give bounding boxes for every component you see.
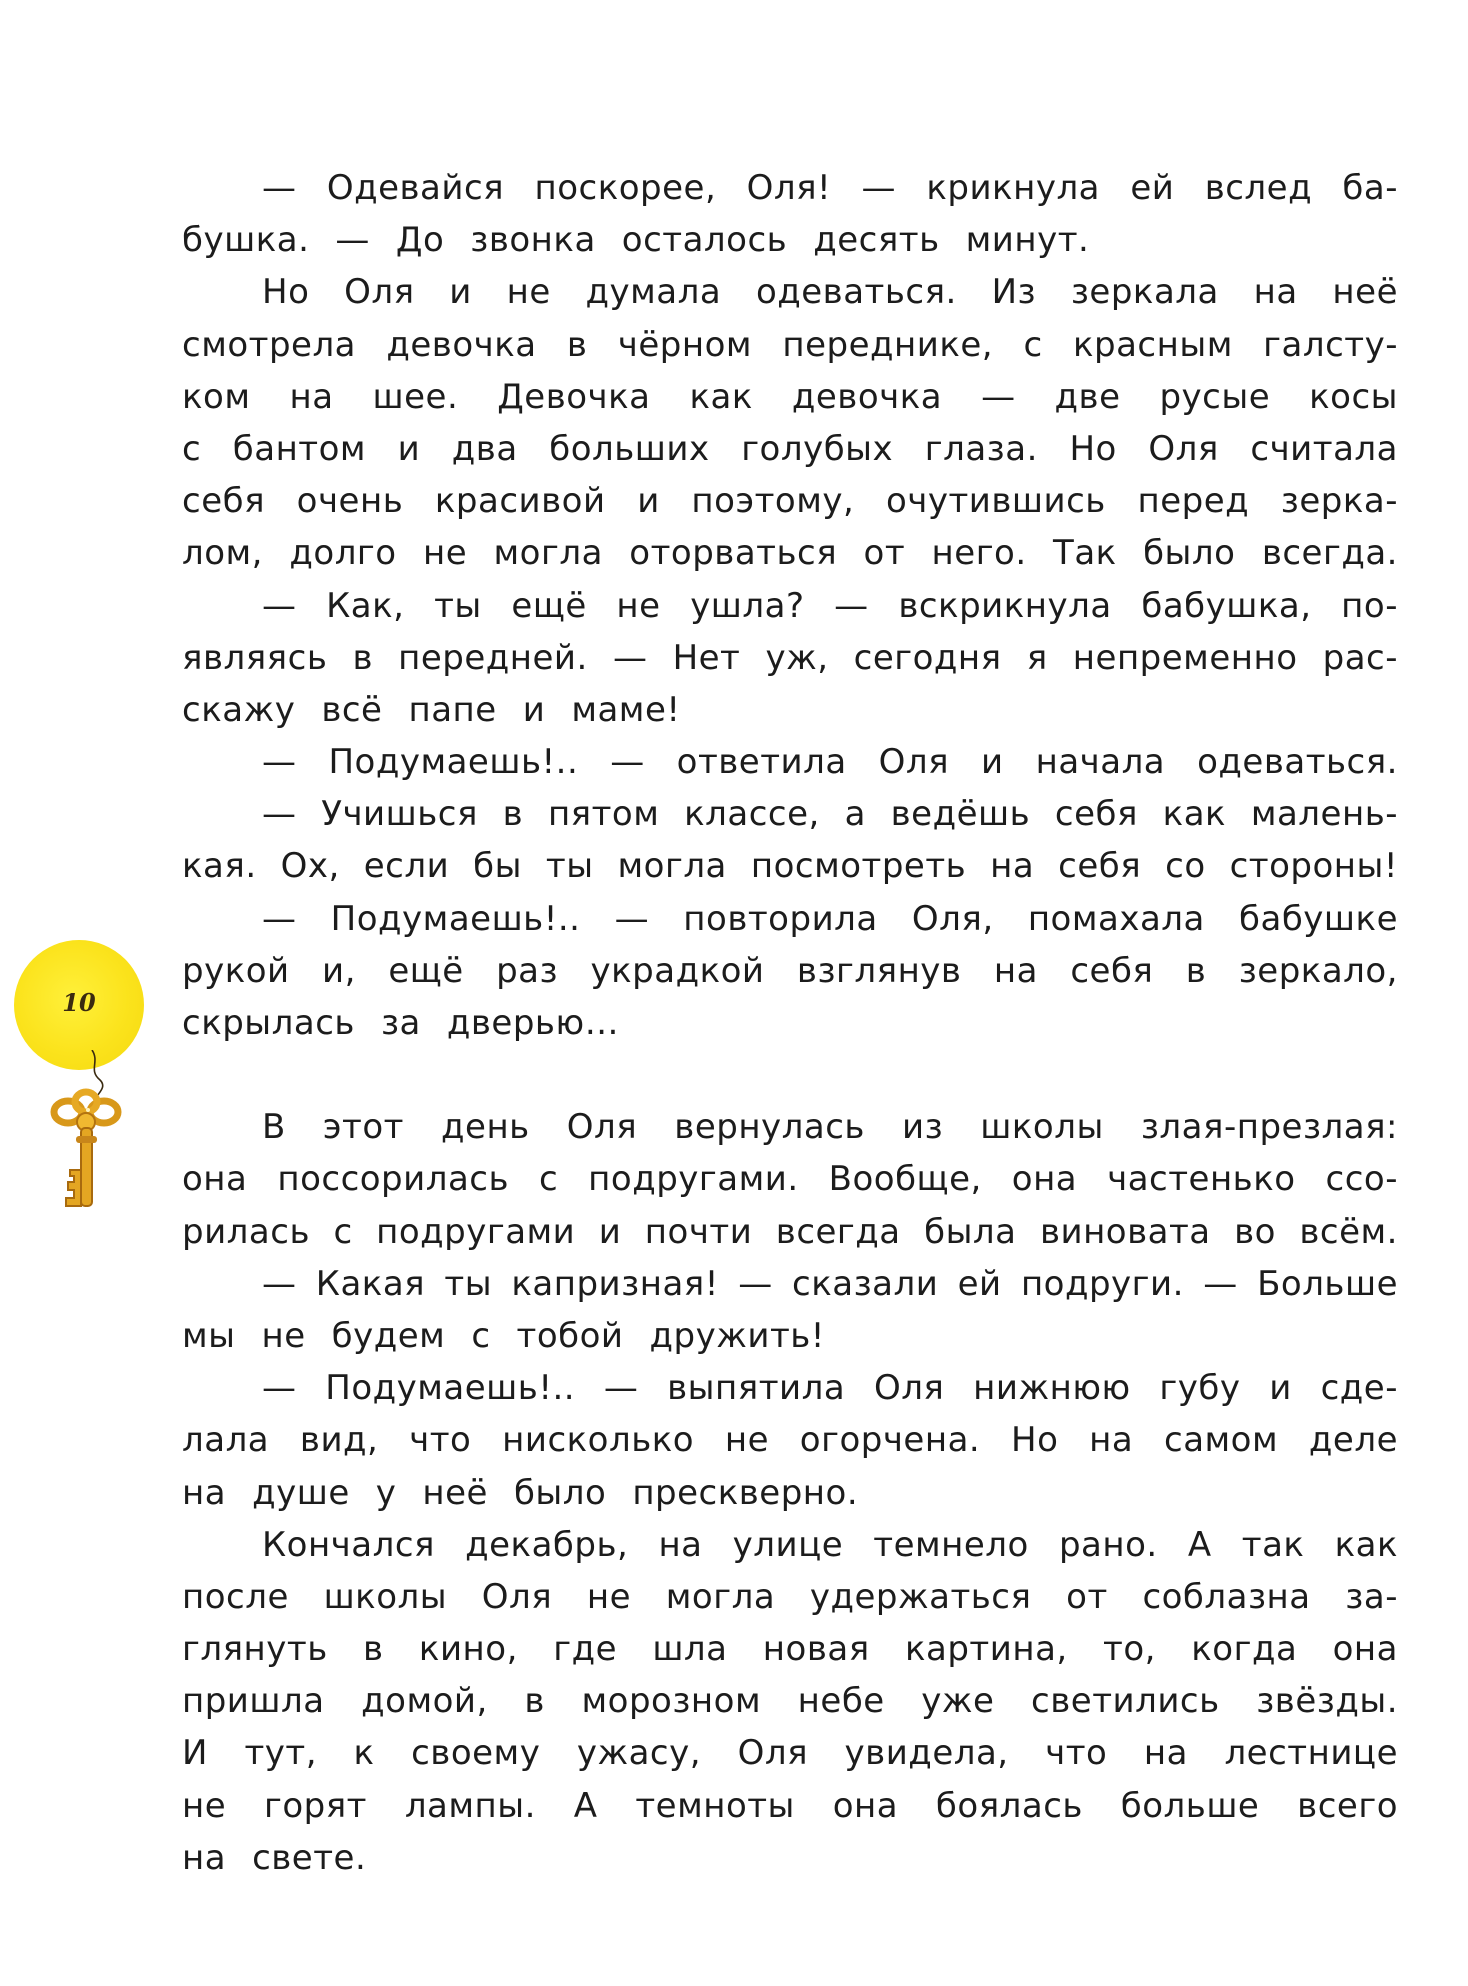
text-block-1 bbox=[182, 162, 1398, 1049]
text-line: мы не будем с тобой дружить! bbox=[182, 1315, 825, 1356]
text-line: глянуть в кино, где шла новая картина, то, когда она bbox=[182, 1629, 1398, 1670]
text-line: скрылась за дверью… bbox=[182, 1003, 620, 1043]
text-line: рилась с подругами и почти всегда была виновата во всём. bbox=[182, 1211, 1398, 1252]
text-line: себя очень красивой и поэтому, очутившись перед зерка- bbox=[182, 481, 1398, 522]
text-line: с бантом и два больших голубых глаза. Но Оля считала bbox=[182, 428, 1398, 469]
text-line: бушка. — До звонка осталось десять минут. bbox=[182, 220, 1090, 261]
text-line: лом, долго не могла оторваться от него. Так было всегда. bbox=[182, 533, 1398, 574]
text-line: на душе у неё было прескверно. bbox=[182, 1472, 859, 1513]
text-line: лала вид, что нисколько не огорчена. Но на самом деле bbox=[182, 1420, 1398, 1461]
text-line: на свете. bbox=[182, 1837, 367, 1878]
text-line: рукой и, ещё раз украдкой взглянув на себя в зеркало, bbox=[182, 950, 1398, 991]
text-line: — Учишься в пятом классе, а ведёшь себя как малень- bbox=[262, 794, 1398, 835]
text-block-2 bbox=[182, 1101, 1398, 1884]
text-line: — Как, ты ещё не ушла? — вскрикнула бабушка, по- bbox=[262, 585, 1398, 626]
text-line: — Подумаешь!.. — выпятила Оля нижнюю губу и сде- bbox=[262, 1368, 1398, 1409]
text-line: скажу всё папе и маме! bbox=[182, 689, 681, 730]
text-line: пришла домой, в морозном небе уже светились звёзды. bbox=[182, 1681, 1398, 1722]
text-line: — Подумаешь!.. — ответила Оля и начала одеваться. bbox=[262, 742, 1398, 783]
section-break bbox=[182, 1049, 1398, 1101]
text-line: Но Оля и не думала одеваться. Из зеркала на неё bbox=[262, 272, 1398, 313]
golden-key-icon bbox=[30, 1050, 130, 1230]
text-line: И тут, к своему ужасу, Оля увидела, что на лестнице bbox=[182, 1733, 1398, 1774]
text-line: кая. Ох, если бы ты могла посмотреть на себя со стороны! bbox=[182, 846, 1398, 887]
text-line: после школы Оля не могла удержаться от соблазна за- bbox=[182, 1576, 1398, 1617]
page-text bbox=[182, 162, 1398, 1884]
text-line: она поссорилась с подругами. Вообще, она частенько ссо- bbox=[182, 1159, 1398, 1200]
text-line: ком на шее. Девочка как девочка — две русые косы bbox=[182, 376, 1398, 417]
text-line: являясь в передней. — Нет уж, сегодня я непременно рас- bbox=[182, 637, 1398, 678]
text-line: — Одевайся поскорее, Оля! — крикнула ей вслед ба- bbox=[262, 168, 1398, 208]
text-line: — Подумаешь!.. — повторила Оля, помахала бабушке bbox=[262, 898, 1398, 939]
text-line: Кончался декабрь, на улице темнело рано. А так как bbox=[262, 1524, 1398, 1565]
text-line: В этот день Оля вернулась из школы злая-презлая: bbox=[262, 1107, 1398, 1148]
text-line: смотрела девочка в чёрном переднике, с красным галсту- bbox=[182, 324, 1398, 365]
text-line: — Какая ты капризная! — сказали ей подруги. — Больше bbox=[262, 1263, 1398, 1304]
page-number: 10 bbox=[62, 988, 96, 1017]
text-line: не горят лампы. А темноты она боялась больше всего bbox=[182, 1785, 1398, 1826]
